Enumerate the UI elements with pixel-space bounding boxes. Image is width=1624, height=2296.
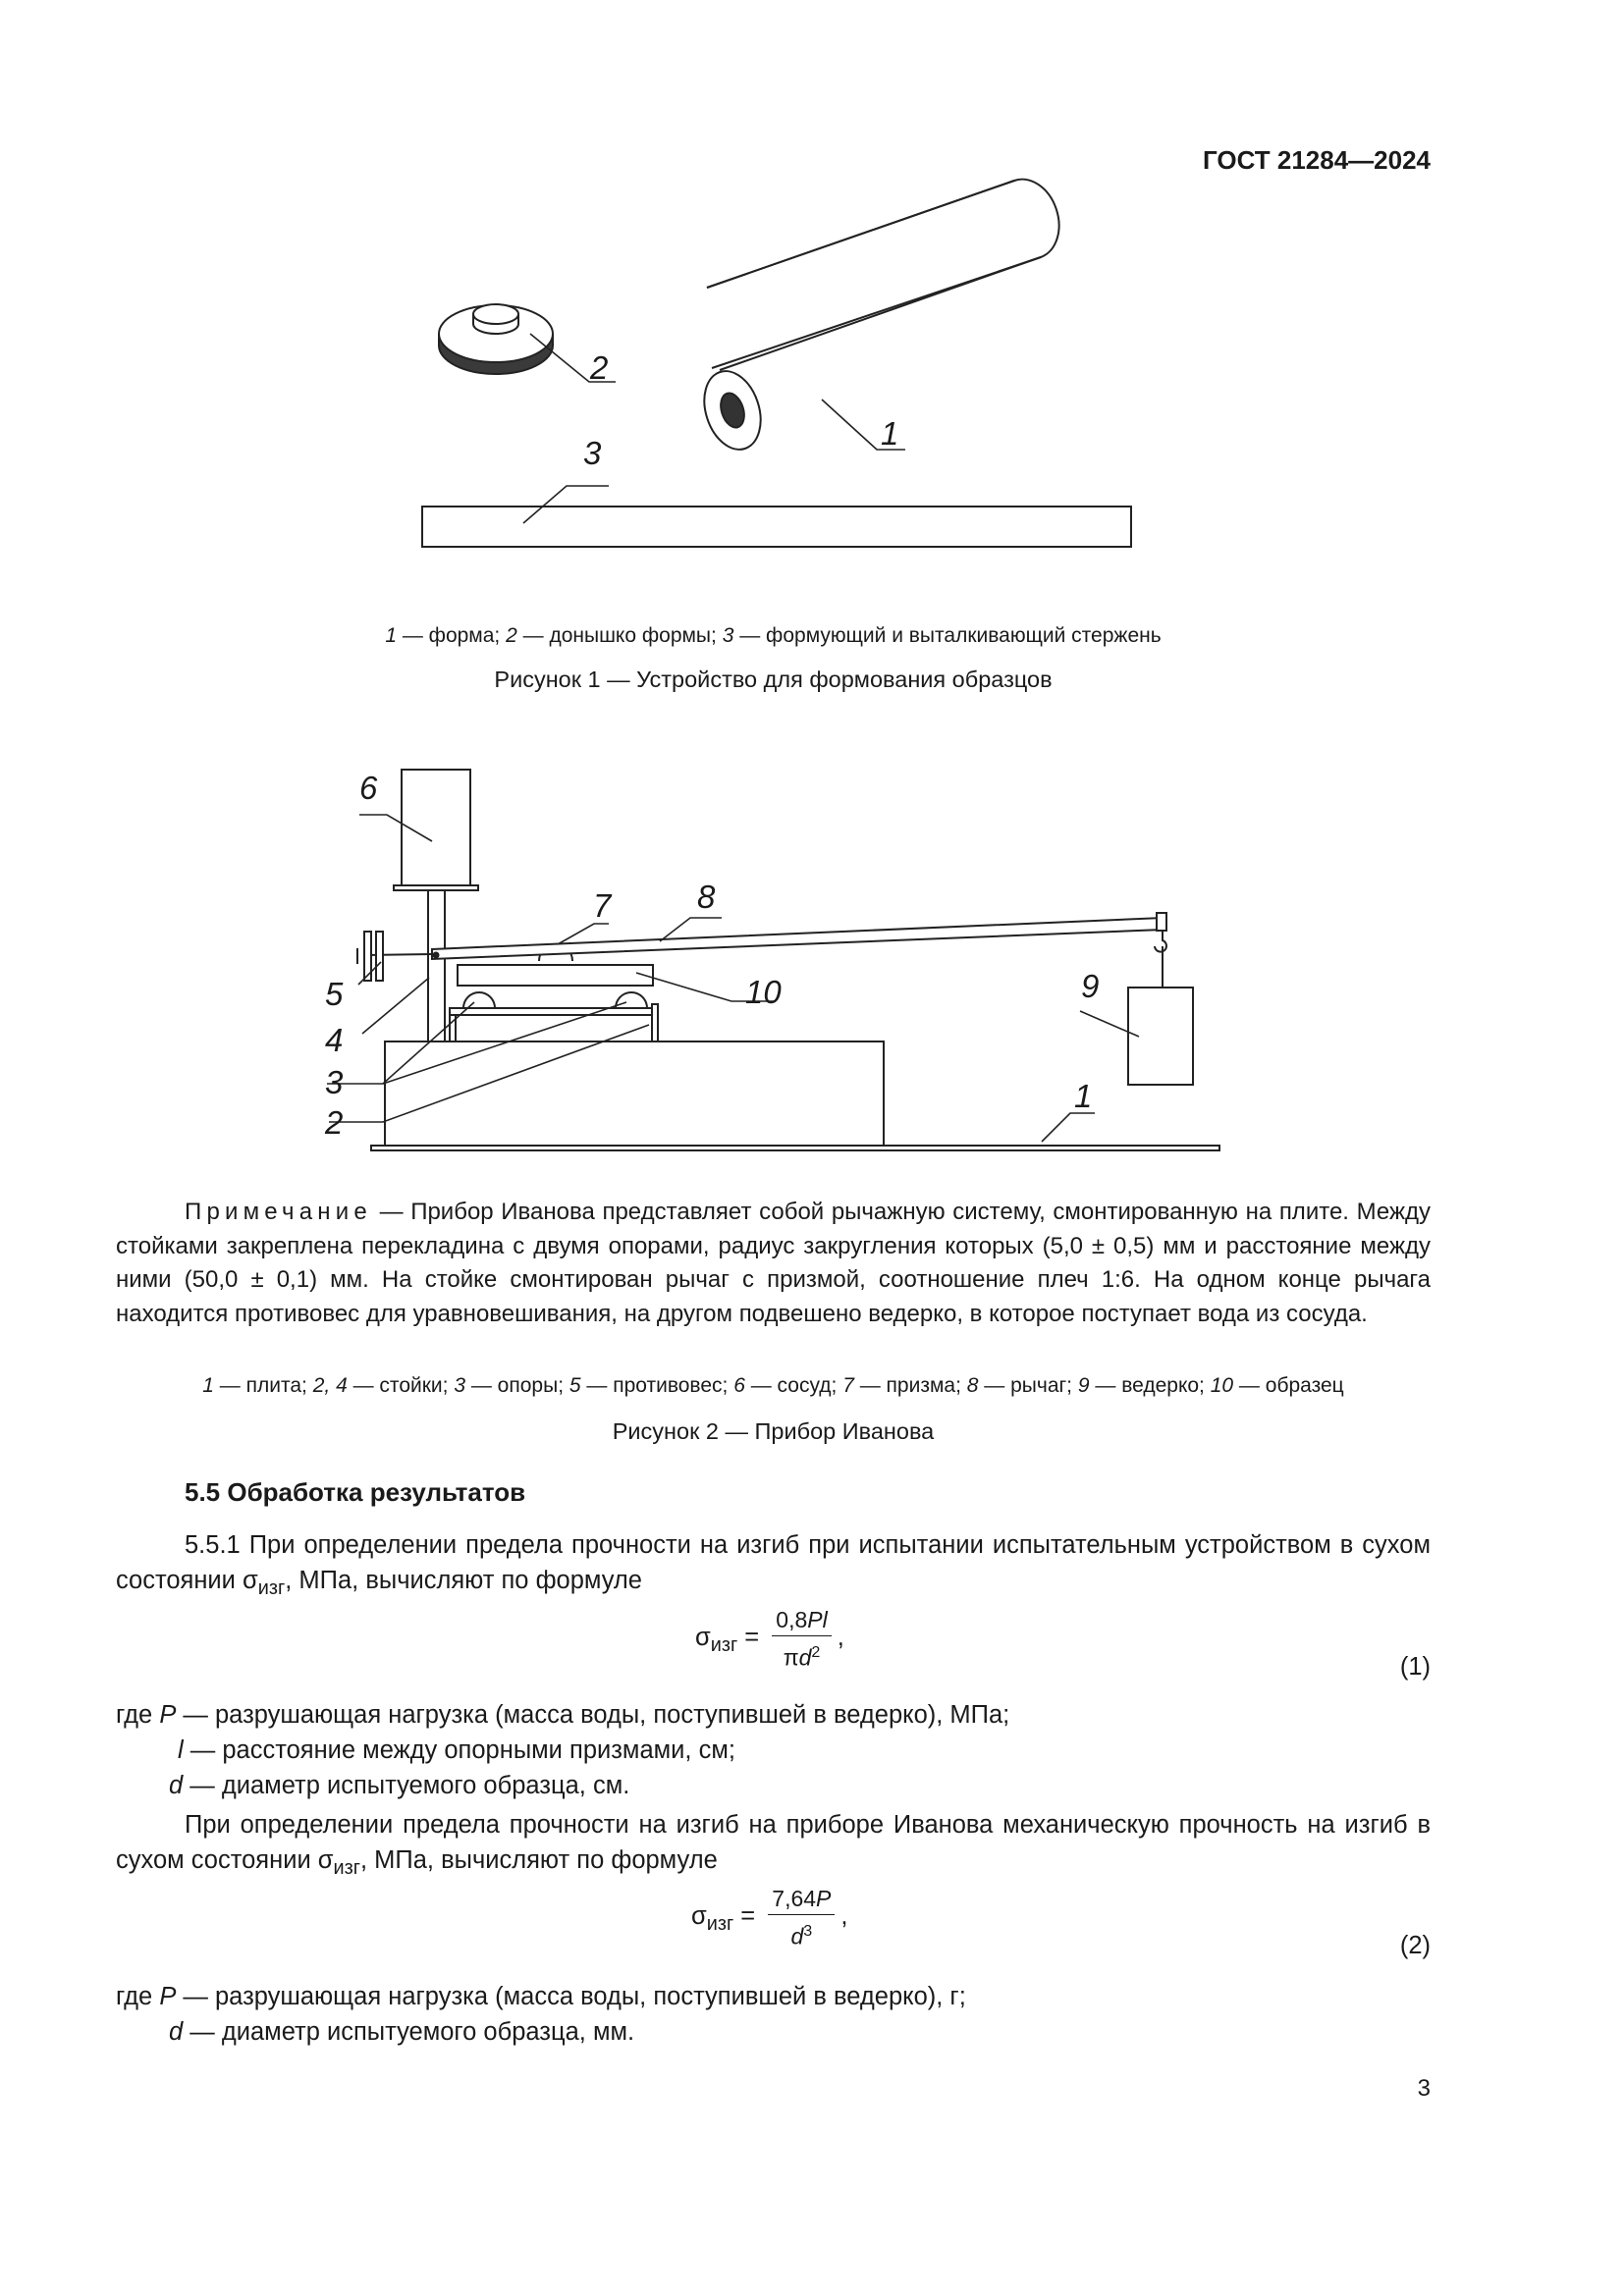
fig2-callout-3: 3 [325,1064,344,1100]
document-header: ГОСТ 21284—2024 [1203,145,1431,175]
equation-number-1: (1) [1399,1653,1431,1681]
figure-2-legend: 1 — плита; 2, 4 — стойки; 3 — опоры; 5 — противовес; 6 — сосуд; 7 — призма; 8 — рычаг; 9 — ведерко; 10 — образец [202,1374,1344,1397]
figure-1-drawing [0,0,1624,609]
fig2-callout-5: 5 [325,976,344,1012]
fig2-callout-7: 7 [593,887,612,924]
where-2-line-1: где P — разрушающая нагрузка (масса воды, поступившей в ведерко), г; [116,1983,966,2010]
fig2-callout-8: 8 [697,879,716,915]
formula-2: $\sigma_{изг}$ = $\frac{7,64P}{d^3}$ , [691,1886,848,1949]
where-1-line-3: d — диаметр испытуемого образца, см. [169,1772,630,1799]
fig1-callout-1: 1 [881,415,899,452]
fig2-callout-10: 10 [745,974,782,1010]
stand-drawing [428,890,445,1041]
where-1-line-2: l — расстояние между опорными призмами, см; [178,1736,735,1764]
specimen-drawing [458,965,653,986]
section-heading: 5.5 Обработка результатов [185,1477,526,1507]
fig1-callout-2: 2 [590,349,609,386]
form-cylinder-drawing [695,180,1059,457]
figure-2-caption: Рисунок 2 — Прибор Иванова [612,1418,935,1444]
vessel-drawing [402,770,470,885]
equation-number-2: (2) [1399,1932,1431,1959]
paragraph-5-5-1: 5.5.1 При определении предела прочности на изгиб при испытании испытательным устройством в сухом состоянии $\sigma_{изг}$, МПа, вычисляют по формуле [116,1531,1431,1600]
figure-2-note: Примечание — Прибор Иванова представляет собой рычажную систему, смонтированную на плите. Между стойками закреплена перекладина с двумя опорами, радиус закругления которых (5,0 ± 0,5) мм и расстояние между ними (50,0 ± 0,1) мм. На стойке смонтирован рычаг с призмой, соотношение плеч 1:6. На одном конце рычага находится противовес для уравновешивания, на другом подвешено ведерко, в которое поступает вода из сосуда. [116,1199,1431,1327]
figure-1-caption: Рисунок 1 — Устройство для формования образцов [494,667,1053,692]
fig1-callout-3: 3 [583,435,602,471]
fig2-callout-1: 1 [1074,1078,1093,1114]
formula-1: $\sigma_{изг}$ = $\frac{0,8Pl}{\pi d^2}$ , [695,1607,844,1671]
fig2-callout-6: 6 [359,770,378,806]
where-1-line-1: где P — разрушающая нагрузка (масса воды, поступившей в ведерко), МПа; [116,1701,1010,1729]
fig2-callout-9: 9 [1081,968,1100,1004]
lever-drawing [432,918,1163,959]
paragraph-ivanov: При определении предела прочности на изгиб на приборе Иванова механическую прочность на изгиб в сухом состоянии $\sigma_{изг}$, МПа, вычисляют по формуле [116,1811,1431,1880]
rod-drawing [422,507,1131,547]
fig2-callout-2: 2 [325,1104,344,1141]
page-number: 3 [1417,2075,1431,2102]
figure-2-drawing [0,746,1624,1178]
where-2-line-2: d — диаметр испытуемого образца, мм. [169,2018,635,2046]
fig2-callout-4: 4 [325,1022,344,1058]
figure-1-legend: 1 — форма; 2 — донышко формы; 3 — формующий и выталкивающий стержень [385,624,1162,647]
